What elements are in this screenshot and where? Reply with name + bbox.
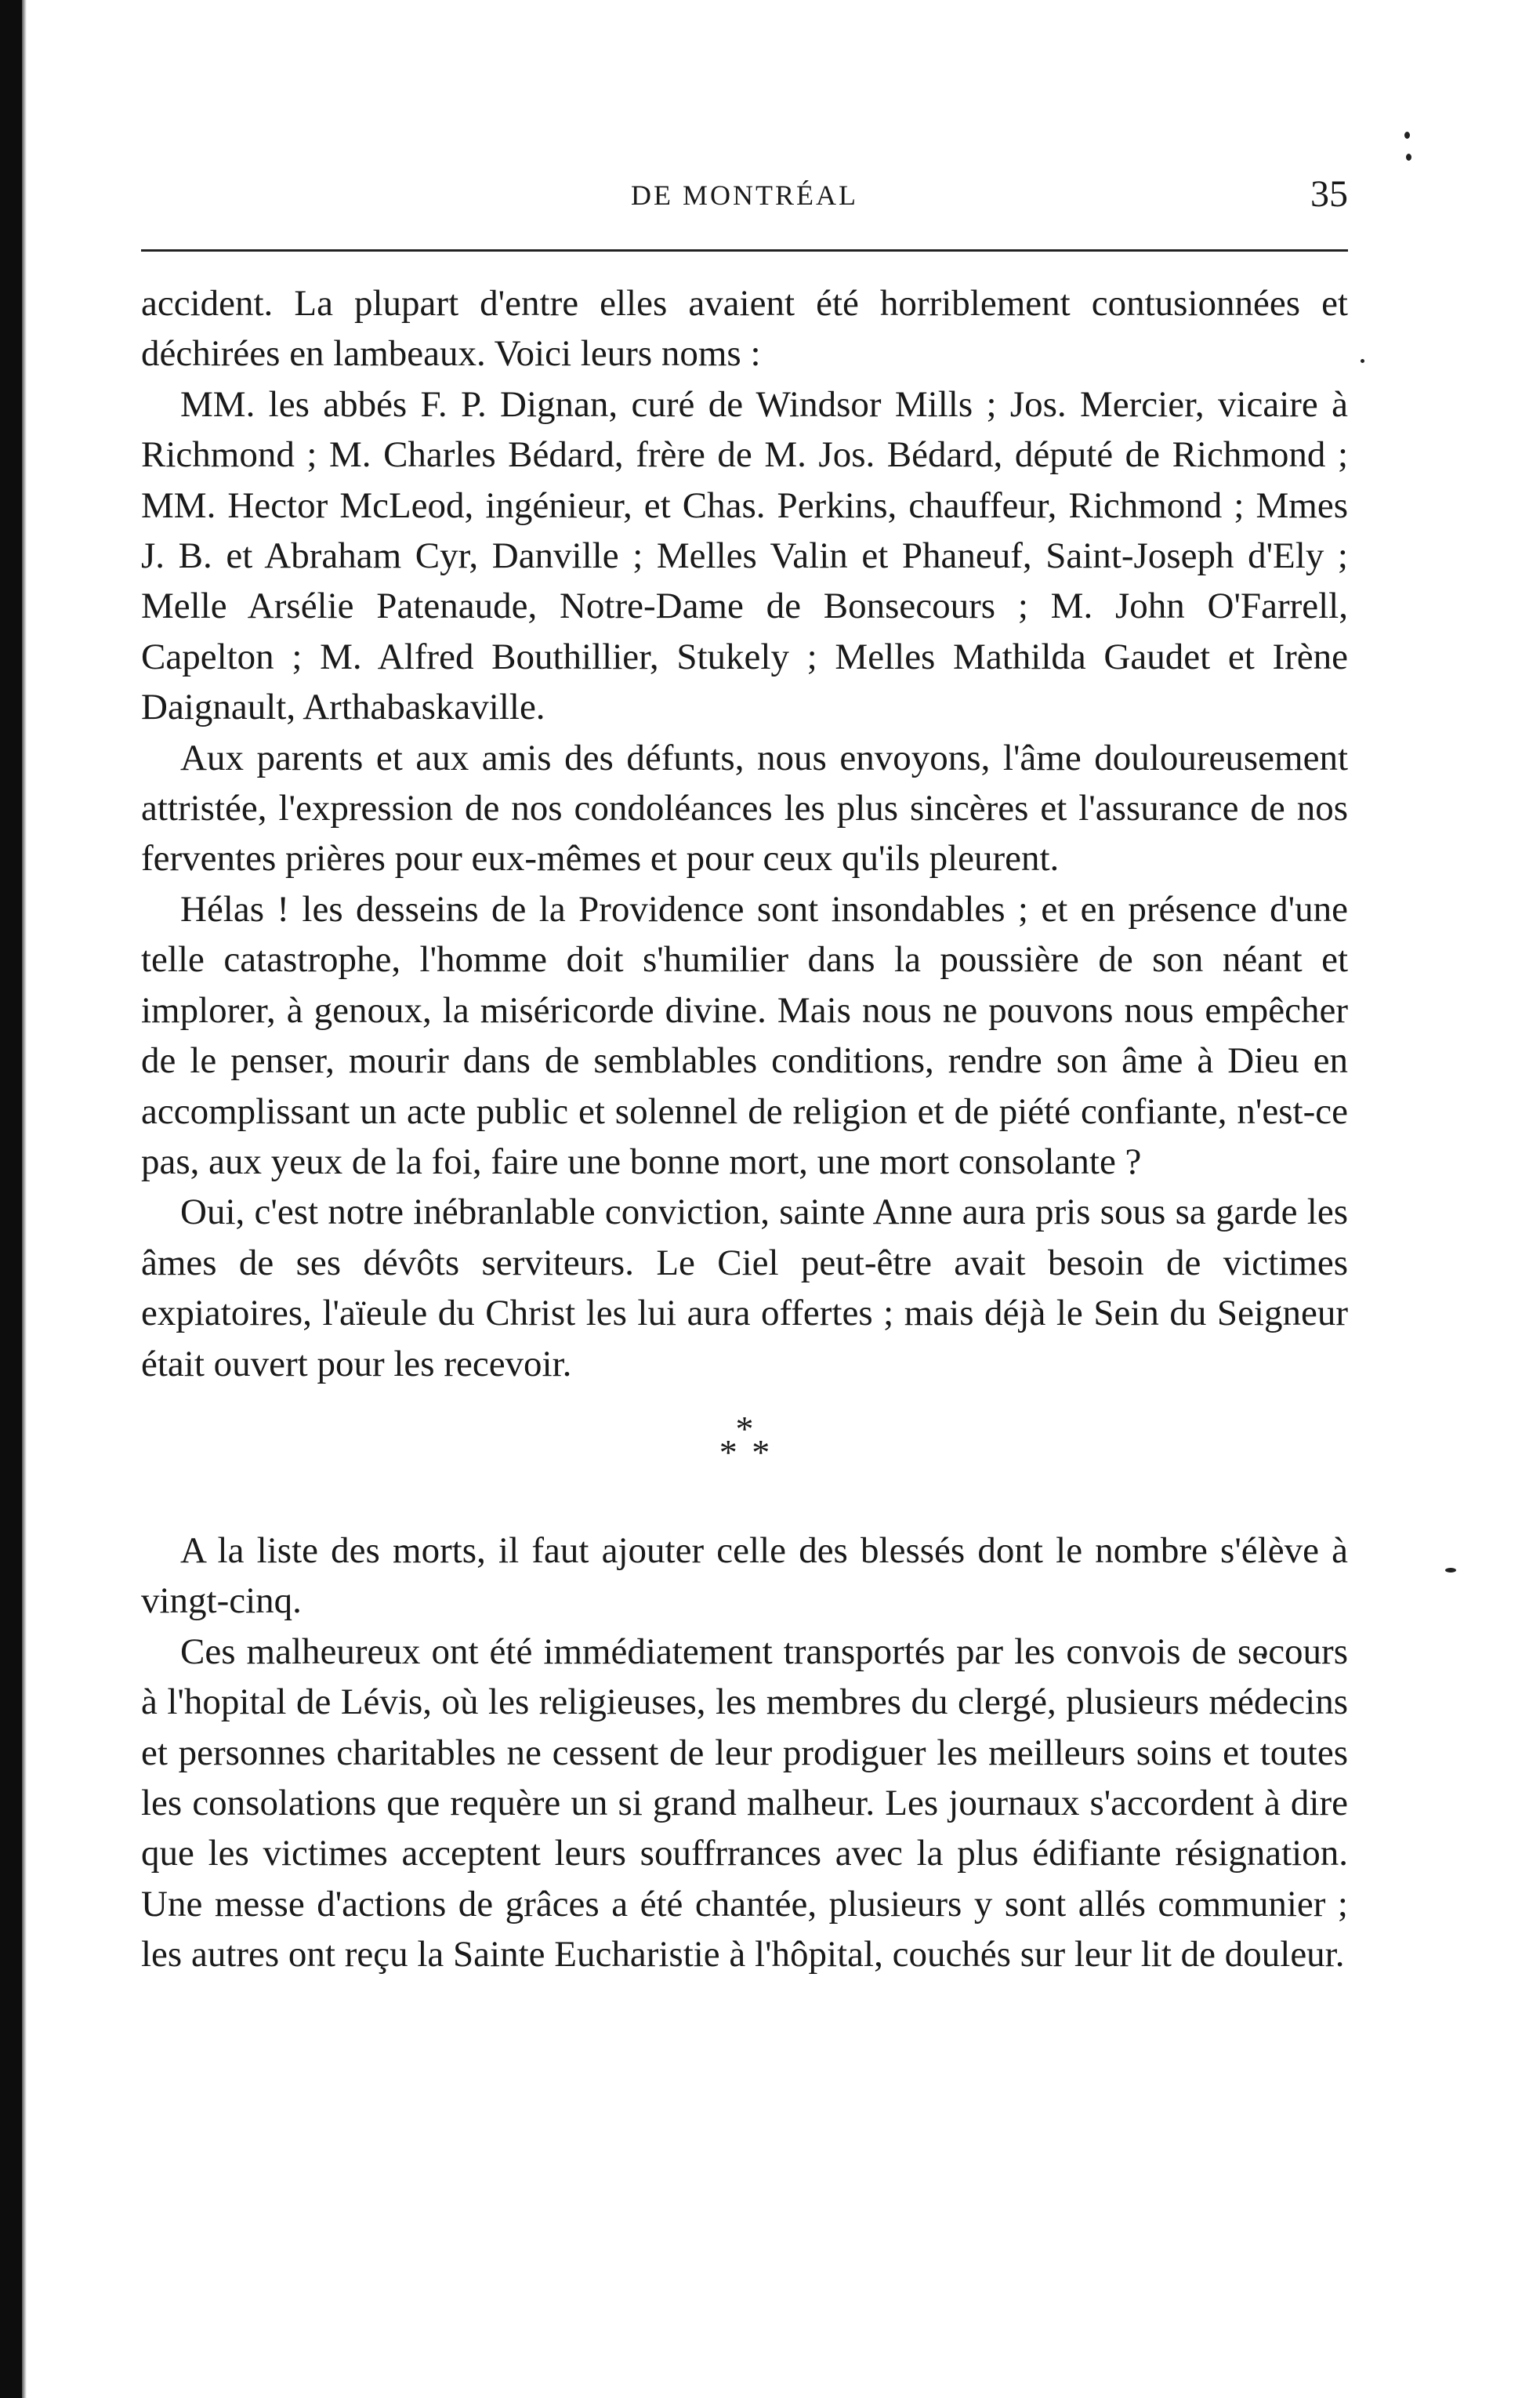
section-separator	[141, 1408, 1348, 1474]
paragraph: A la liste des morts, il faut ajouter celle des blessés dont le nombre s'élève à vingt-cinq.	[141, 1529, 1348, 1622]
speck	[1404, 132, 1410, 139]
body-text	[141, 278, 1348, 1980]
running-head-title: DE MONTRÉAL	[631, 180, 858, 211]
header-rule	[141, 249, 1348, 252]
paragraph: accident. La plupart d'entre elles avaient été horriblement contusionnées et déchirées en lambeaux. Voici leurs noms :	[141, 283, 1348, 375]
binding-edge	[22, 0, 27, 2398]
separator-star: *	[752, 1431, 770, 1472]
paragraph: Aux parents et aux amis des défunts, nous envoyons, l'âme douloureusement attristée, l'expression de nos condoléances les plus sincères et l'assurance de nos ferventes prières pour eux-mêmes et pour ceux qu'ils pleurent.	[141, 737, 1348, 880]
running-head	[141, 172, 1348, 219]
page-number: 35	[1310, 173, 1348, 215]
book-binding-shadow	[0, 0, 22, 2398]
paragraph: MM. les abbés F. P. Dignan, curé de Windsor Mills ; Jos. Mercier, vicaire à Richmond ; M. Charles Bédard, frère de M. Jos. Bédard, député de Richmond ; MM. Hector McLeod, ingénieur, et Chas. Perkins, chauffeur, Richmond ; Mmes J. B. et Abraham Cyr, Danville ; Melles Valin et Phaneuf, Saint-Joseph d'Ely ; Melle Arsélie Patenaude, Notre-Dame de Bonsecours ; M. John O'Farrell, Capelton ; M. Alfred Bouthillier, Stukely ; Melles Mathilda Gaudet et Irène Daignault, Arthabaskaville.	[141, 383, 1348, 728]
separator-star: *	[719, 1431, 737, 1472]
paragraph: Ces malheureux ont été immédiatement transportés par les convois de secours à l'hopital de Lévis, où les religieuses, les membres du clergé, plusieurs médecins et personnes charitables ne cessent de leur prodiguer les meilleurs soins et toutes les consolations que requère un si grand malheur. Les journaux s'accordent à dire que les victimes acceptent leurs souffrrances avec la plus édifiante résignation. Une messe d'actions de grâces a été chantée, plusieurs y sont allés communier ; les autres ont reçu la Sainte Eucharistie à l'hôpital, couchés sur leur lit de douleur.	[141, 1631, 1348, 1975]
speck	[1361, 359, 1364, 363]
speck	[1406, 154, 1411, 161]
paragraph: Hélas ! les desseins de la Providence sont insondables ; et en présence d'une telle catastrophe, l'homme doit s'humilier dans la poussière de son néant et implorer, à genoux, la miséricorde divine. Mais nous ne pouvons nous empêcher de le penser, mourir dans de semblables conditions, rendre son âme à Dieu en accomplissant un acte public et solennel de religion et de piété confiante, n'est-ce pas, aux yeux de la foi, faire une bonne mort, une mort consolante ?	[141, 888, 1348, 1182]
paragraph: Oui, c'est notre inébranlable conviction, sainte Anne aura pris sous sa garde les âmes de ses dévôts serviteurs. Le Ciel peut-être avait besoin de victimes expiatoires, l'aïeule du Christ les lui aura offertes ; mais déjà le Sein du Seigneur était ouvert pour les recevoir.	[141, 1192, 1348, 1384]
separator-star: *	[735, 1408, 754, 1449]
speck	[1445, 1568, 1456, 1573]
